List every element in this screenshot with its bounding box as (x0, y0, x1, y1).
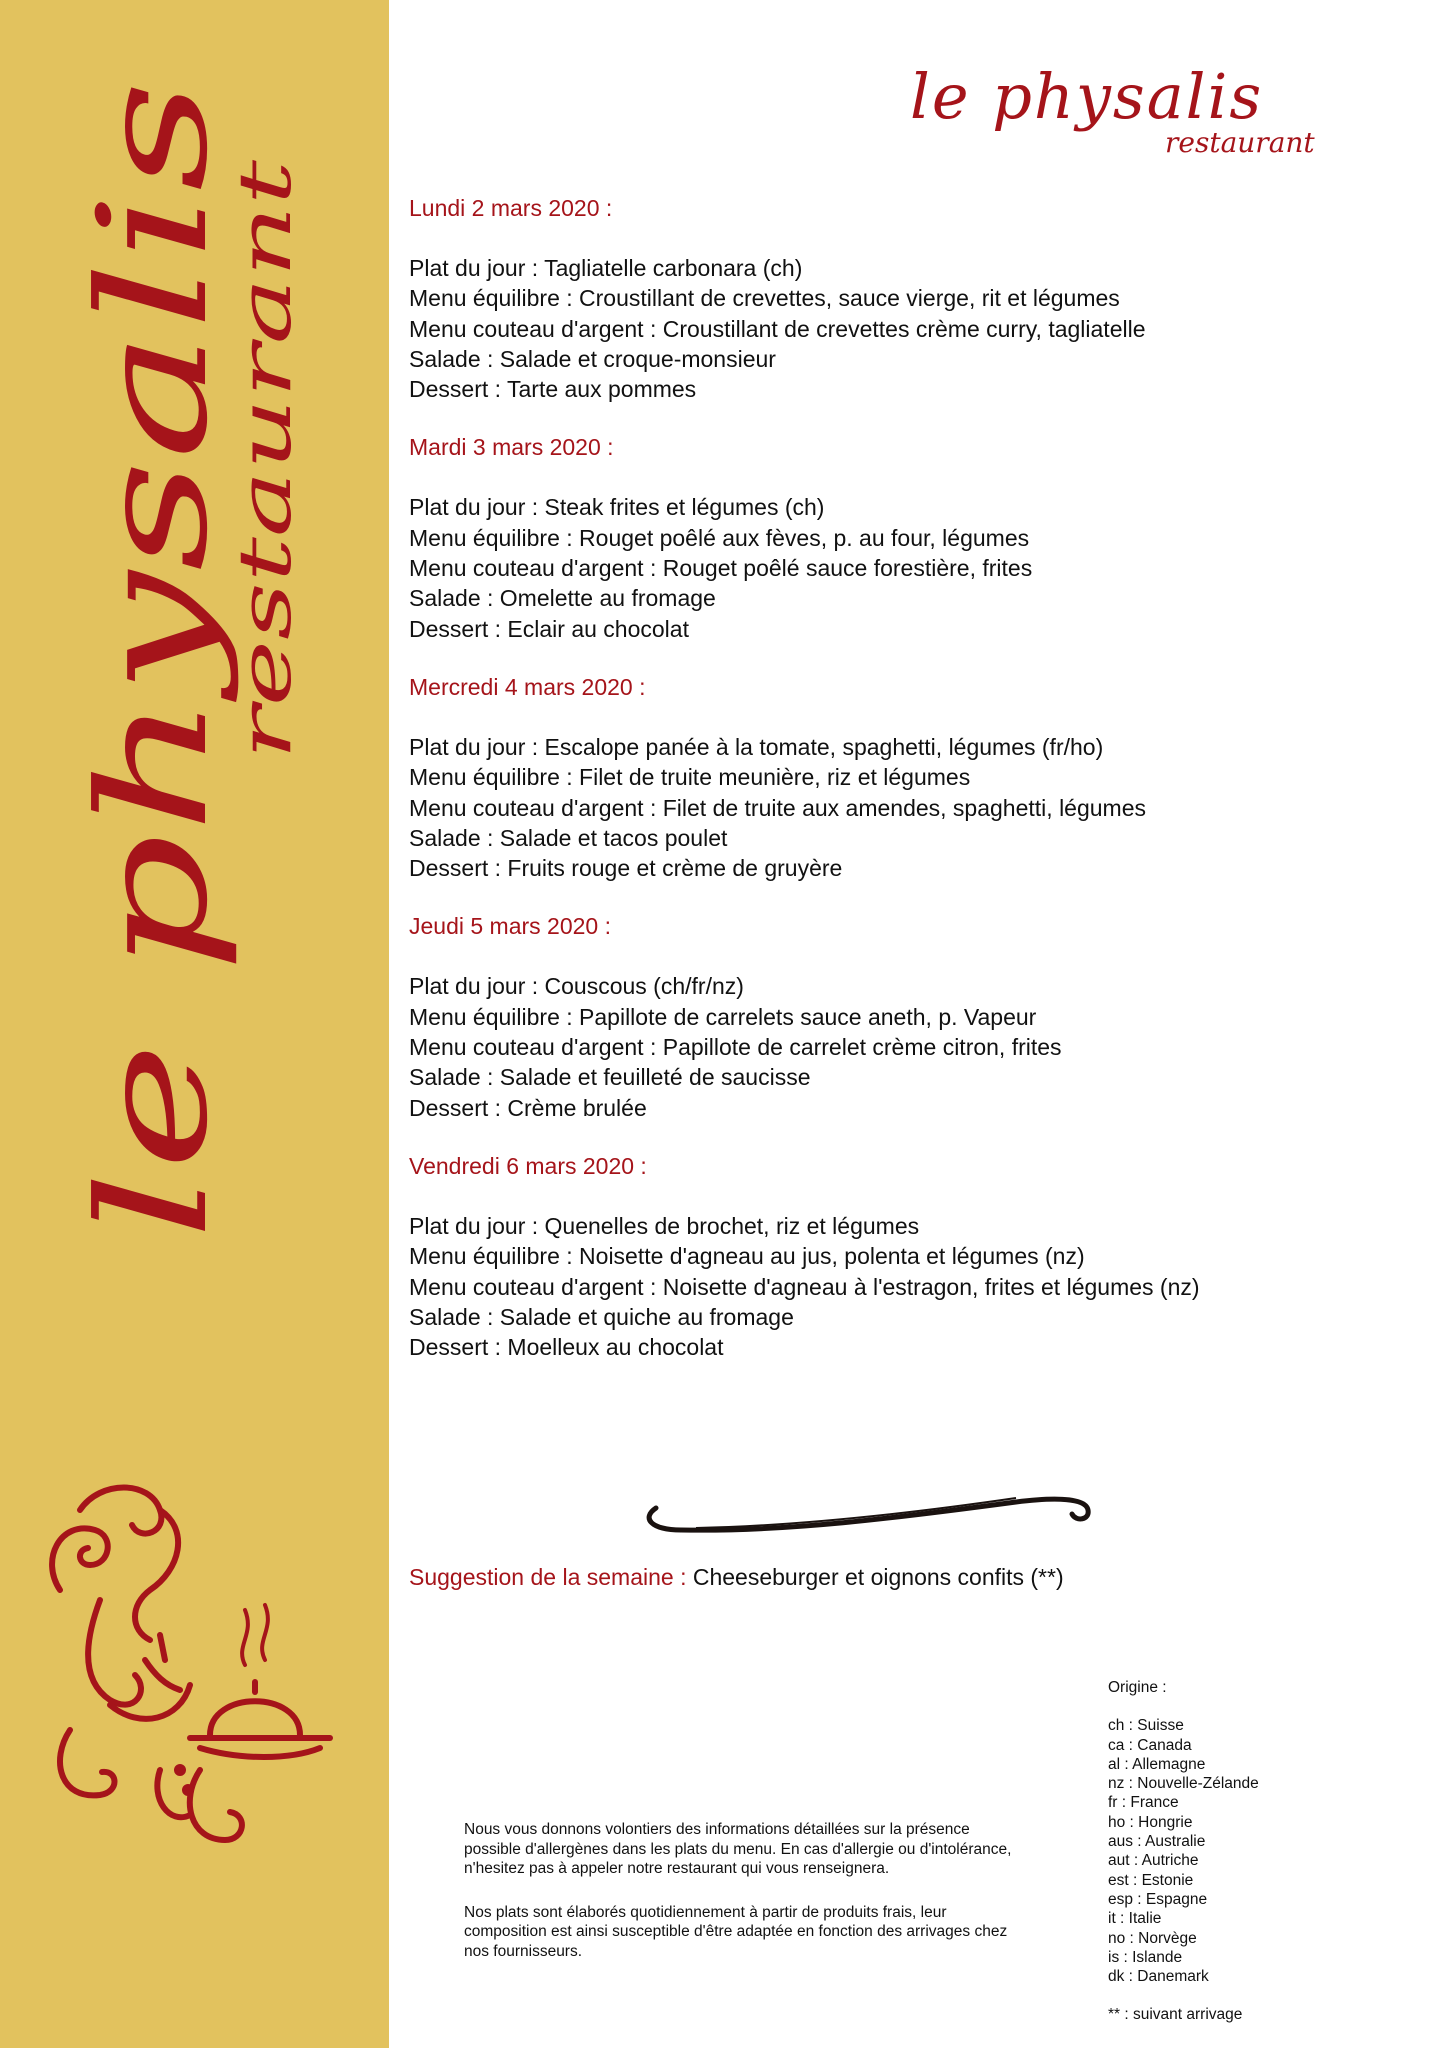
day-title: Jeudi 5 mars 2020 : (409, 913, 612, 940)
suggestion-value: Cheeseburger et oignons confits (**) (692, 1564, 1064, 1590)
day-title: Mardi 3 mars 2020 : (409, 434, 614, 461)
origin-item: ch : Suisse (1108, 1717, 1184, 1735)
suggestion-label: Suggestion de la semaine : (409, 1564, 687, 1590)
dish-menu-equilibre: Menu équilibre : Filet de truite meunière, riz et légumes (409, 764, 971, 791)
dish-menu-equilibre: Menu équilibre : Noisette d'agneau au jus, polenta et légumes (nz) (409, 1243, 1085, 1270)
dish-salade: Salade : Salade et quiche au fromage (409, 1303, 794, 1330)
dish-menu-equilibre: Menu équilibre : Rouget poêlé aux fèves, p. au four, légumes (409, 524, 1030, 551)
allergy-paragraph: Nous vous donnons volontiers des informations détaillées sur la présence possible d'allergènes dans les plats du menu. En cas d'allergie ou d'intolérance, n'hesitez pas à appeler notre restaurant qui vous renseignera. (464, 1821, 1012, 1877)
dish-plat-du-jour: Plat du jour : Escalope panée à la tomate, spaghetti, légumes (fr/ho) (409, 733, 1104, 760)
dish-plat-du-jour: Plat du jour : Tagliatelle carbonara (ch) (409, 255, 803, 281)
header-logo (910, 60, 1390, 175)
origin-item: it : Italie (1108, 1910, 1162, 1928)
day-tuesday (409, 432, 1419, 643)
origin-item: aus : Australie (1108, 1833, 1206, 1851)
dish-menu-couteau: Menu couteau d'argent : Rouget poêlé sauce forestière, frites (409, 555, 1033, 582)
header-logo-name: le physalis (910, 60, 1264, 133)
dish-dessert: Dessert : Moelleux au chocolat (409, 1334, 724, 1361)
dish-plat-du-jour: Plat du jour : Steak frites et légumes (ch) (409, 494, 825, 521)
day-friday (409, 1151, 1419, 1362)
swirl-divider (636, 1488, 1106, 1548)
dish-dessert: Dessert : Eclair au chocolat (409, 615, 689, 642)
dish-dessert: Dessert : Tarte aux pommes (409, 376, 697, 403)
header-logo-subtitle: restaurant (1165, 126, 1315, 159)
origin-note: ** : suivant arrivage (1108, 2006, 1243, 2024)
origin-item: esp : Espagne (1108, 1890, 1208, 1908)
origin-item: aut : Autriche (1108, 1852, 1199, 1870)
sidebar-band (0, 0, 389, 2048)
day-monday (409, 193, 1419, 404)
freshness-paragraph: Nos plats sont élaborés quotidiennement à partir de produits frais, leur composition est ainsi susceptible d'être adaptée en fonction des arrivages chez nos fournisseurs. (464, 1903, 1008, 1960)
origin-item: is : Islande (1108, 1948, 1183, 1966)
origin-item: ho : Hongrie (1108, 1813, 1193, 1831)
dish-salade: Salade : Omelette au fromage (409, 585, 716, 612)
day-thursday (409, 911, 1419, 1122)
dish-plat-du-jour: Plat du jour : Couscous (ch/fr/nz) (409, 973, 744, 1000)
vertical-logo-name: le physalis (67, 438, 241, 1240)
dish-plat-du-jour: Plat du jour : Quenelles de brochet, riz et légumes (409, 1212, 920, 1239)
origin-title: Origine : (1108, 1679, 1167, 1696)
dish-salade: Salade : Salade et croque-monsieur (409, 345, 776, 372)
dish-dessert: Dessert : Crème brulée (409, 1094, 647, 1121)
day-title: Vendredi 6 mars 2020 : (409, 1152, 647, 1179)
origin-legend (1108, 1678, 1259, 2025)
dish-menu-couteau: Menu couteau d'argent : Noisette d'agneau à l'estragon, frites et légumes (nz) (409, 1273, 1200, 1300)
day-title: Lundi 2 mars 2020 : (409, 195, 613, 221)
weekly-suggestion (409, 1562, 1064, 1592)
vertical-logo (0, 0, 389, 1300)
origin-item: fr : France (1108, 1794, 1179, 1812)
dish-dessert: Dessert : Fruits rouge et crème de gruyère (409, 855, 843, 882)
dish-menu-couteau: Menu couteau d'argent : Croustillant de crevettes crème curry, tagliatelle (409, 315, 1146, 342)
dish-menu-couteau: Menu couteau d'argent : Papillote de carrelet crème citron, frites (409, 1034, 1062, 1061)
origin-item: nz : Nouvelle-Zélande (1108, 1775, 1259, 1793)
origin-item: ca : Canada (1108, 1736, 1192, 1754)
origin-item: dk : Danemark (1108, 1968, 1209, 1986)
day-title: Mercredi 4 mars 2020 : (409, 673, 646, 700)
dish-menu-equilibre: Menu équilibre : Croustillant de crevettes, sauce vierge, rit et légumes (409, 285, 1120, 312)
origin-item: no : Norvège (1108, 1929, 1197, 1947)
weekly-menu (409, 193, 1419, 1390)
origin-item: al : Allemagne (1108, 1755, 1206, 1773)
dish-menu-couteau: Menu couteau d'argent : Filet de truite aux amendes, spaghetti, légumes (409, 794, 1146, 821)
vertical-logo-subtitle: restaurant (223, 375, 307, 760)
origin-item: est : Estonie (1108, 1871, 1194, 1889)
dish-salade: Salade : Salade et tacos poulet (409, 824, 728, 851)
allergy-notice (464, 1820, 1024, 1985)
dish-menu-equilibre: Menu équilibre : Papillote de carrelets sauce aneth, p. Vapeur (409, 1003, 1037, 1030)
dish-salade: Salade : Salade et feuilleté de saucisse (409, 1064, 811, 1091)
day-wednesday (409, 672, 1419, 883)
chef-illustration (40, 1470, 380, 1870)
